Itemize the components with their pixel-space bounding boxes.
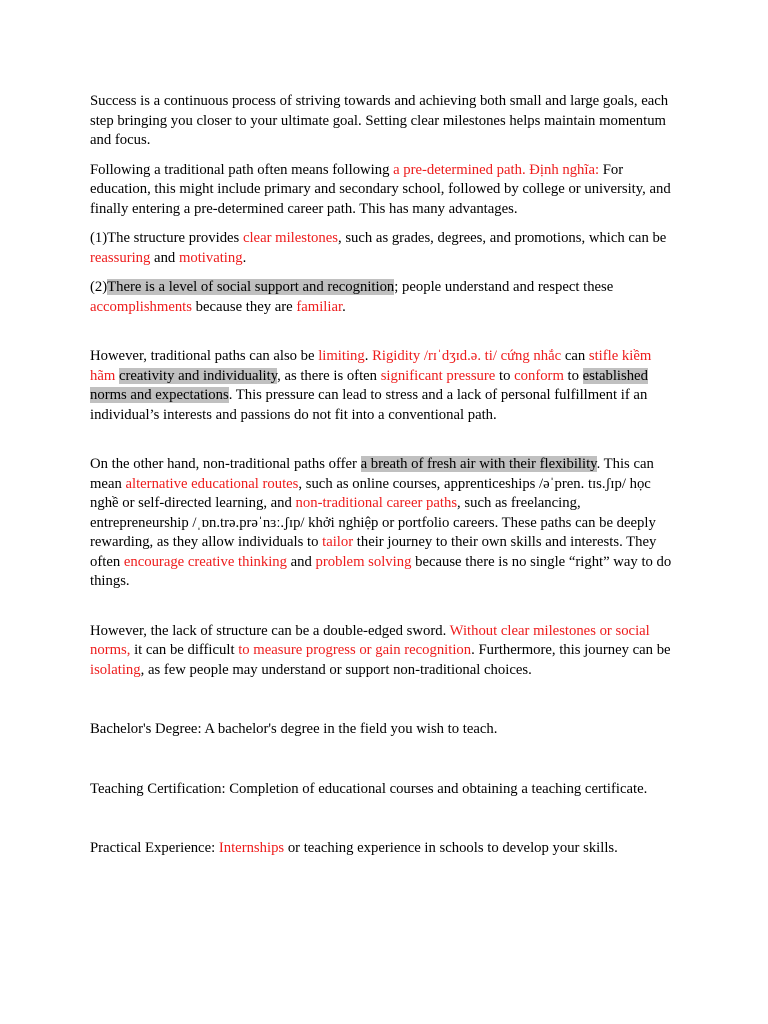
paragraph-non-traditional [90,455,672,592]
red-emphasis: limiting [318,348,365,364]
paragraph-practical-experience [90,839,672,859]
red-emphasis: alternative educational routes [125,475,299,492]
red-emphasis: isolating [90,661,141,678]
paragraph-bachelors-text: Bachelor's Degree: A bachelor's degree in the field you wish to teach. [90,721,498,737]
text-run: . This pressure can lead to stress and a lack of personal fulfillment if an individual’s interests and passions do not fit into a conventional path. [90,387,648,423]
paragraph-double-edged [90,622,672,681]
blank-line [90,690,672,720]
text-run: However, traditional paths can also be [90,348,319,364]
text-run: to [495,367,515,384]
text-run: Practical Experience: [90,840,219,856]
text-run: , as few people may understand or support non-traditional choices. [140,661,532,678]
text-run: . [364,348,373,364]
text-run: can [561,348,589,364]
red-emphasis: tailor [322,534,354,550]
red-emphasis: stifle kiềm hãm [90,348,652,384]
red-emphasis: Rigidity /rɪˈdʒɪd.ə. ti/ cứng nhắc [372,348,562,364]
text-run: and [286,553,316,570]
text-run: ; people understand and respect these [394,279,614,295]
highlighted-text: There is a level of social support and recognition [107,279,395,295]
blank-line [90,602,672,622]
red-emphasis: motivating [178,249,243,266]
text-run: because they are [191,298,297,315]
red-emphasis: Internships [218,840,285,856]
blank-line [90,327,672,347]
text-run: their journey to their own skills and interests. They often [90,534,657,570]
red-emphasis: encourage creative thinking [123,553,287,570]
text-run: (1)The structure provides [90,230,243,246]
text-run: . [342,298,346,315]
paragraph-traditional-path [90,161,672,220]
text-run: or teaching experience in schools to develop your skills. [284,840,618,856]
text-run: because there is no single “right” way to do things. [90,553,672,589]
text-run: it can be difficult [130,642,239,658]
paragraph-success [90,92,672,151]
red-emphasis: problem solving [315,553,412,570]
paragraph-bachelors-degree [90,720,672,740]
text-run: , such as online courses, apprenticeships /əˈpren. tɪs.ʃɪp/ học nghề or self-directed learning, and [90,475,651,511]
blank-line [90,809,672,839]
text-run: However, the lack of structure can be a double-edged sword. [90,622,450,639]
red-emphasis: reassuring [90,249,151,266]
text-run: . This can mean [90,456,654,492]
highlighted-text: creativity and individuality [118,367,278,384]
text-run: (2) [90,279,108,295]
red-emphasis: significant pressure [380,367,496,384]
text-run: to [563,367,583,384]
text-run: . Furthermore, this journey can be [471,642,671,658]
red-emphasis: to measure progress or gain recognition [238,642,472,658]
highlighted-text: established norms and expectations [90,367,648,403]
blank-line [90,750,672,780]
red-emphasis: conform [514,367,564,384]
text-run: , such as freelancing, entrepreneurship /ˌɒn.trə.prəˈnɜː.ʃɪp/ khởi nghiệp or portfolio careers. These paths can be deeply rewarding, as they allow individuals to [90,495,656,550]
red-emphasis: clear milestones [242,230,338,246]
text-run: On the other hand, non-traditional paths offer [90,456,361,472]
text-run: , such as grades, degrees, and promotions, which can be [337,230,667,246]
paragraph-structure [90,229,672,268]
text-run: . [242,249,247,266]
red-emphasis: familiar [296,298,343,315]
paragraph-success-text: Success is a continuous process of striving towards and achieving both small and large goals, each step bringing you closer to your ultimate goal. Setting clear milestones helps maintain momentum and focus. [90,93,669,148]
paragraph-social-support [90,278,672,317]
red-emphasis: a pre-determined path. Định nghĩa: [393,161,600,178]
paragraph-teaching-certification [90,780,672,800]
red-emphasis: Without clear milestones or social norms, [90,622,650,658]
highlighted-text: a breath of fresh air with their flexibility [360,456,597,472]
paragraph-limitations [90,347,672,425]
paragraph-certification-text: Teaching Certification: Completion of educational courses and obtaining a teaching certificate. [90,780,648,797]
text-run: Following a traditional path often means following [90,161,394,178]
text-run: For education, this might include primary and secondary school, followed by college or university, and finally entering a pre-determined career path. This has many advantages. [90,161,671,217]
red-emphasis: non-traditional career paths [295,495,458,511]
blank-line [90,435,672,455]
red-emphasis: accomplishments [90,298,192,315]
text-run: and [150,249,179,266]
text-run: , as there is often [277,367,381,384]
